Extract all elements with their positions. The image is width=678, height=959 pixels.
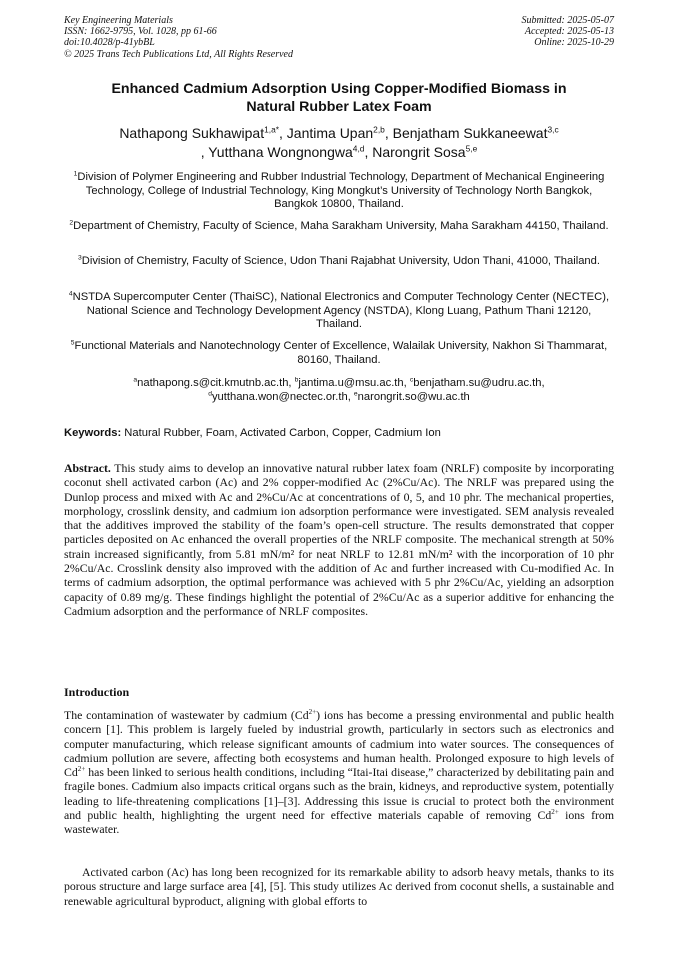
affiliation-4 <box>64 291 614 332</box>
introduction-heading: Introduction <box>64 685 130 699</box>
author-3: , Benjatham Sukkaneewat <box>384 125 548 141</box>
intro-p1-part4: ions from wastewater. <box>64 808 614 837</box>
keywords-text: Natural Rubber, Foam, Activated Carbon, Copper, Cadmium Ion <box>121 427 441 439</box>
journal-name: Key Engineering Materials <box>64 15 173 26</box>
title-line-1: Enhanced Cadmium Adsorption Using Copper-Modified Biomass in <box>111 81 567 97</box>
intro-p1-part2: ) ions has become a pressing environmental and public health concern [1]. This problem is largely fueled by industrial growth, particularly in sectors such as electronics and computer manufacturing, which release significant amounts of cadmium into water sources. The consequences of cadmium pollution are severe, affecting both ecosystems and human health. Prolonged exposure to high levels of Cd <box>64 708 614 780</box>
email-b-sup: b <box>294 376 299 384</box>
abstract-text: This study aims to develop an innovative natural rubber latex foam (NRLF) composite by incorporating coconut shell activated carbon (Ac) and 2% copper-modified Ac (2%Cu/Ac). The NRLF was prepared using the Dunlop process and mixed with Ac and 2%Cu/Ac at concentrations of 0, 5, and 10 phr. The mechanical properties, morphology, crosslink density, and cadmium ion adsorption performance were investigated. SEM analysis revealed that the additives improved the stability of the foam’s open-cell structure. The results demonstrated that copper particles deposited on Ac enhanced the overall properties of the NRLF composite. The mechanical strength at 50% strain increased significantly, from 5.81 mN/m² for neat NRLF to 12.81 mN/m² with the incorporation of 10 phr 2%Cu/Ac. Crosslink density also improved with the addition of Ac and further increased with Cu-modified Ac. In terms of cadmium adsorption, the optimal performance was achieved with 5 phr 2%Cu/Ac, yielding an adsorption capacity of 0.89 mg/g. These findings highlight the potential of 2%Cu/Ac as a superior additive for enhancing the Cadmium adsorption and the performance of NRLF composites. <box>64 461 614 618</box>
affiliation-4-text: NSTDA Supercomputer Center (ThaiSC), National Electronics and Computer Technology Center (NECTEC), National Science and Technology Development Agency (NSTDA), Klong Luang, Pathum Thani 12120, Thailand. <box>72 291 610 331</box>
affiliation-3-sup: 3 <box>78 254 82 262</box>
affiliation-5-sup: 5 <box>70 339 75 347</box>
email-c-sup: c <box>409 376 414 384</box>
intro-p1-part1: The contamination of wastewater by cadmium (Cd <box>64 708 309 722</box>
email-e-sup: e <box>353 389 358 397</box>
journal-info <box>64 15 293 60</box>
publication-dates <box>522 15 615 49</box>
author-4-sup: 4,d <box>352 142 365 153</box>
email-c[interactable]: benjatham.su@udru.ac.th, <box>413 377 545 389</box>
affiliation-3-text: Division of Chemistry, Faculty of Science, Udon Thani Rajabhat University, Udon Thani, 41000, Thailand. <box>81 255 600 267</box>
abstract-label: Abstract. <box>64 461 111 475</box>
doi[interactable]: doi:10.4028/p-41ybBL <box>64 37 155 49</box>
affiliation-5-text: Functional Materials and Nanotechnology Center of Excellence, Walailak University, Nakhon Si Thammarat, 80160, Thailand. <box>74 340 608 366</box>
affiliation-1-sup: 1 <box>73 170 78 178</box>
author-2: , Jantima Upan <box>279 125 374 141</box>
keywords <box>64 426 614 440</box>
author-2-sup: 2,b <box>373 124 385 135</box>
author-emails <box>64 377 614 404</box>
intro-paragraph-1 <box>64 708 614 837</box>
online-date: Online: 2025-10-29 <box>534 37 614 49</box>
affiliation-3 <box>64 255 614 269</box>
title-line-2: Natural Rubber Latex Foam <box>246 98 432 115</box>
email-d-sup: d <box>208 389 212 397</box>
author-4: , Yutthana Wongnongwa <box>200 143 353 160</box>
intro-p1-sup1: 2+ <box>308 708 317 717</box>
email-b[interactable]: jantima.u@msu.ac.th, <box>298 377 410 389</box>
keywords-label: Keywords: <box>64 427 122 439</box>
issn-volume: ISSN: 1662-9795, Vol. 1028, pp 61-66 <box>64 26 217 38</box>
affiliation-2-text: Department of Chemistry, Faculty of Science, Maha Sarakham University, Maha Sarakham 44150, Thailand. <box>73 220 609 232</box>
submitted-date: Submitted: 2025-05-07 <box>521 15 614 26</box>
author-5-sup: 5,e <box>465 142 478 153</box>
intro-p1-sup3: 2+ <box>551 808 559 817</box>
author-5: , Narongrit Sosa <box>364 143 466 160</box>
affiliation-2-sup: 2 <box>69 219 74 227</box>
affiliation-2 <box>64 220 614 234</box>
paper-title <box>64 81 614 116</box>
affiliation-5 <box>64 340 614 367</box>
abstract <box>64 461 614 618</box>
affiliation-1-text: Division of Polymer Engineering and Rubber Industrial Technology, Department of Mechanical Engineering Technology, College of Industrial Technology, King Mongkut’s University of Technology North Bangkok, Bangkok 10800, Thailand. <box>77 171 605 211</box>
accepted-date: Accepted: 2025-05-13 <box>524 26 614 38</box>
email-a-sup: a <box>133 376 138 384</box>
email-a[interactable]: nathapong.s@cit.kmutnb.ac.th, <box>137 377 295 389</box>
author-3-sup: 3,c <box>547 124 559 135</box>
affiliation-1 <box>64 171 614 212</box>
author-1-sup: 1,a* <box>264 124 279 135</box>
author-list <box>64 124 614 161</box>
intro-p1-part3: has been linked to serious health conditions, including “Itai-Itai disease,” characterized by debilitating pain and fragile bones. Cadmium also impacts critical organs such as the brain, kidneys, and reproductive system, potentially leading to life-threatening complications [1]–[3]. Addressing this issue is crucial to protect both the environment and public health, highlighting the urgent need for effective materials capable of removing Cd <box>64 765 614 823</box>
email-d[interactable]: yutthana.won@nectec.or.th, <box>211 390 354 403</box>
copyright: © 2025 Trans Tech Publications Ltd, All Rights Reserved <box>64 48 293 60</box>
affiliation-4-sup: 4 <box>68 290 73 298</box>
intro-p1-sup2: 2+ <box>77 765 86 774</box>
intro-paragraph-2: Activated carbon (Ac) has long been recognized for its remarkable ability to adsorb heavy metals, thanks to its porous structure and large surface area [4], [5]. This study utilizes Ac derived from coconut shells, a sustainable and renewable agricultural byproduct, aligning with global efforts to <box>64 865 614 908</box>
email-e[interactable]: narongrit.so@wu.ac.th <box>357 390 470 403</box>
author-1: Nathapong Sukhawipat <box>119 125 265 141</box>
